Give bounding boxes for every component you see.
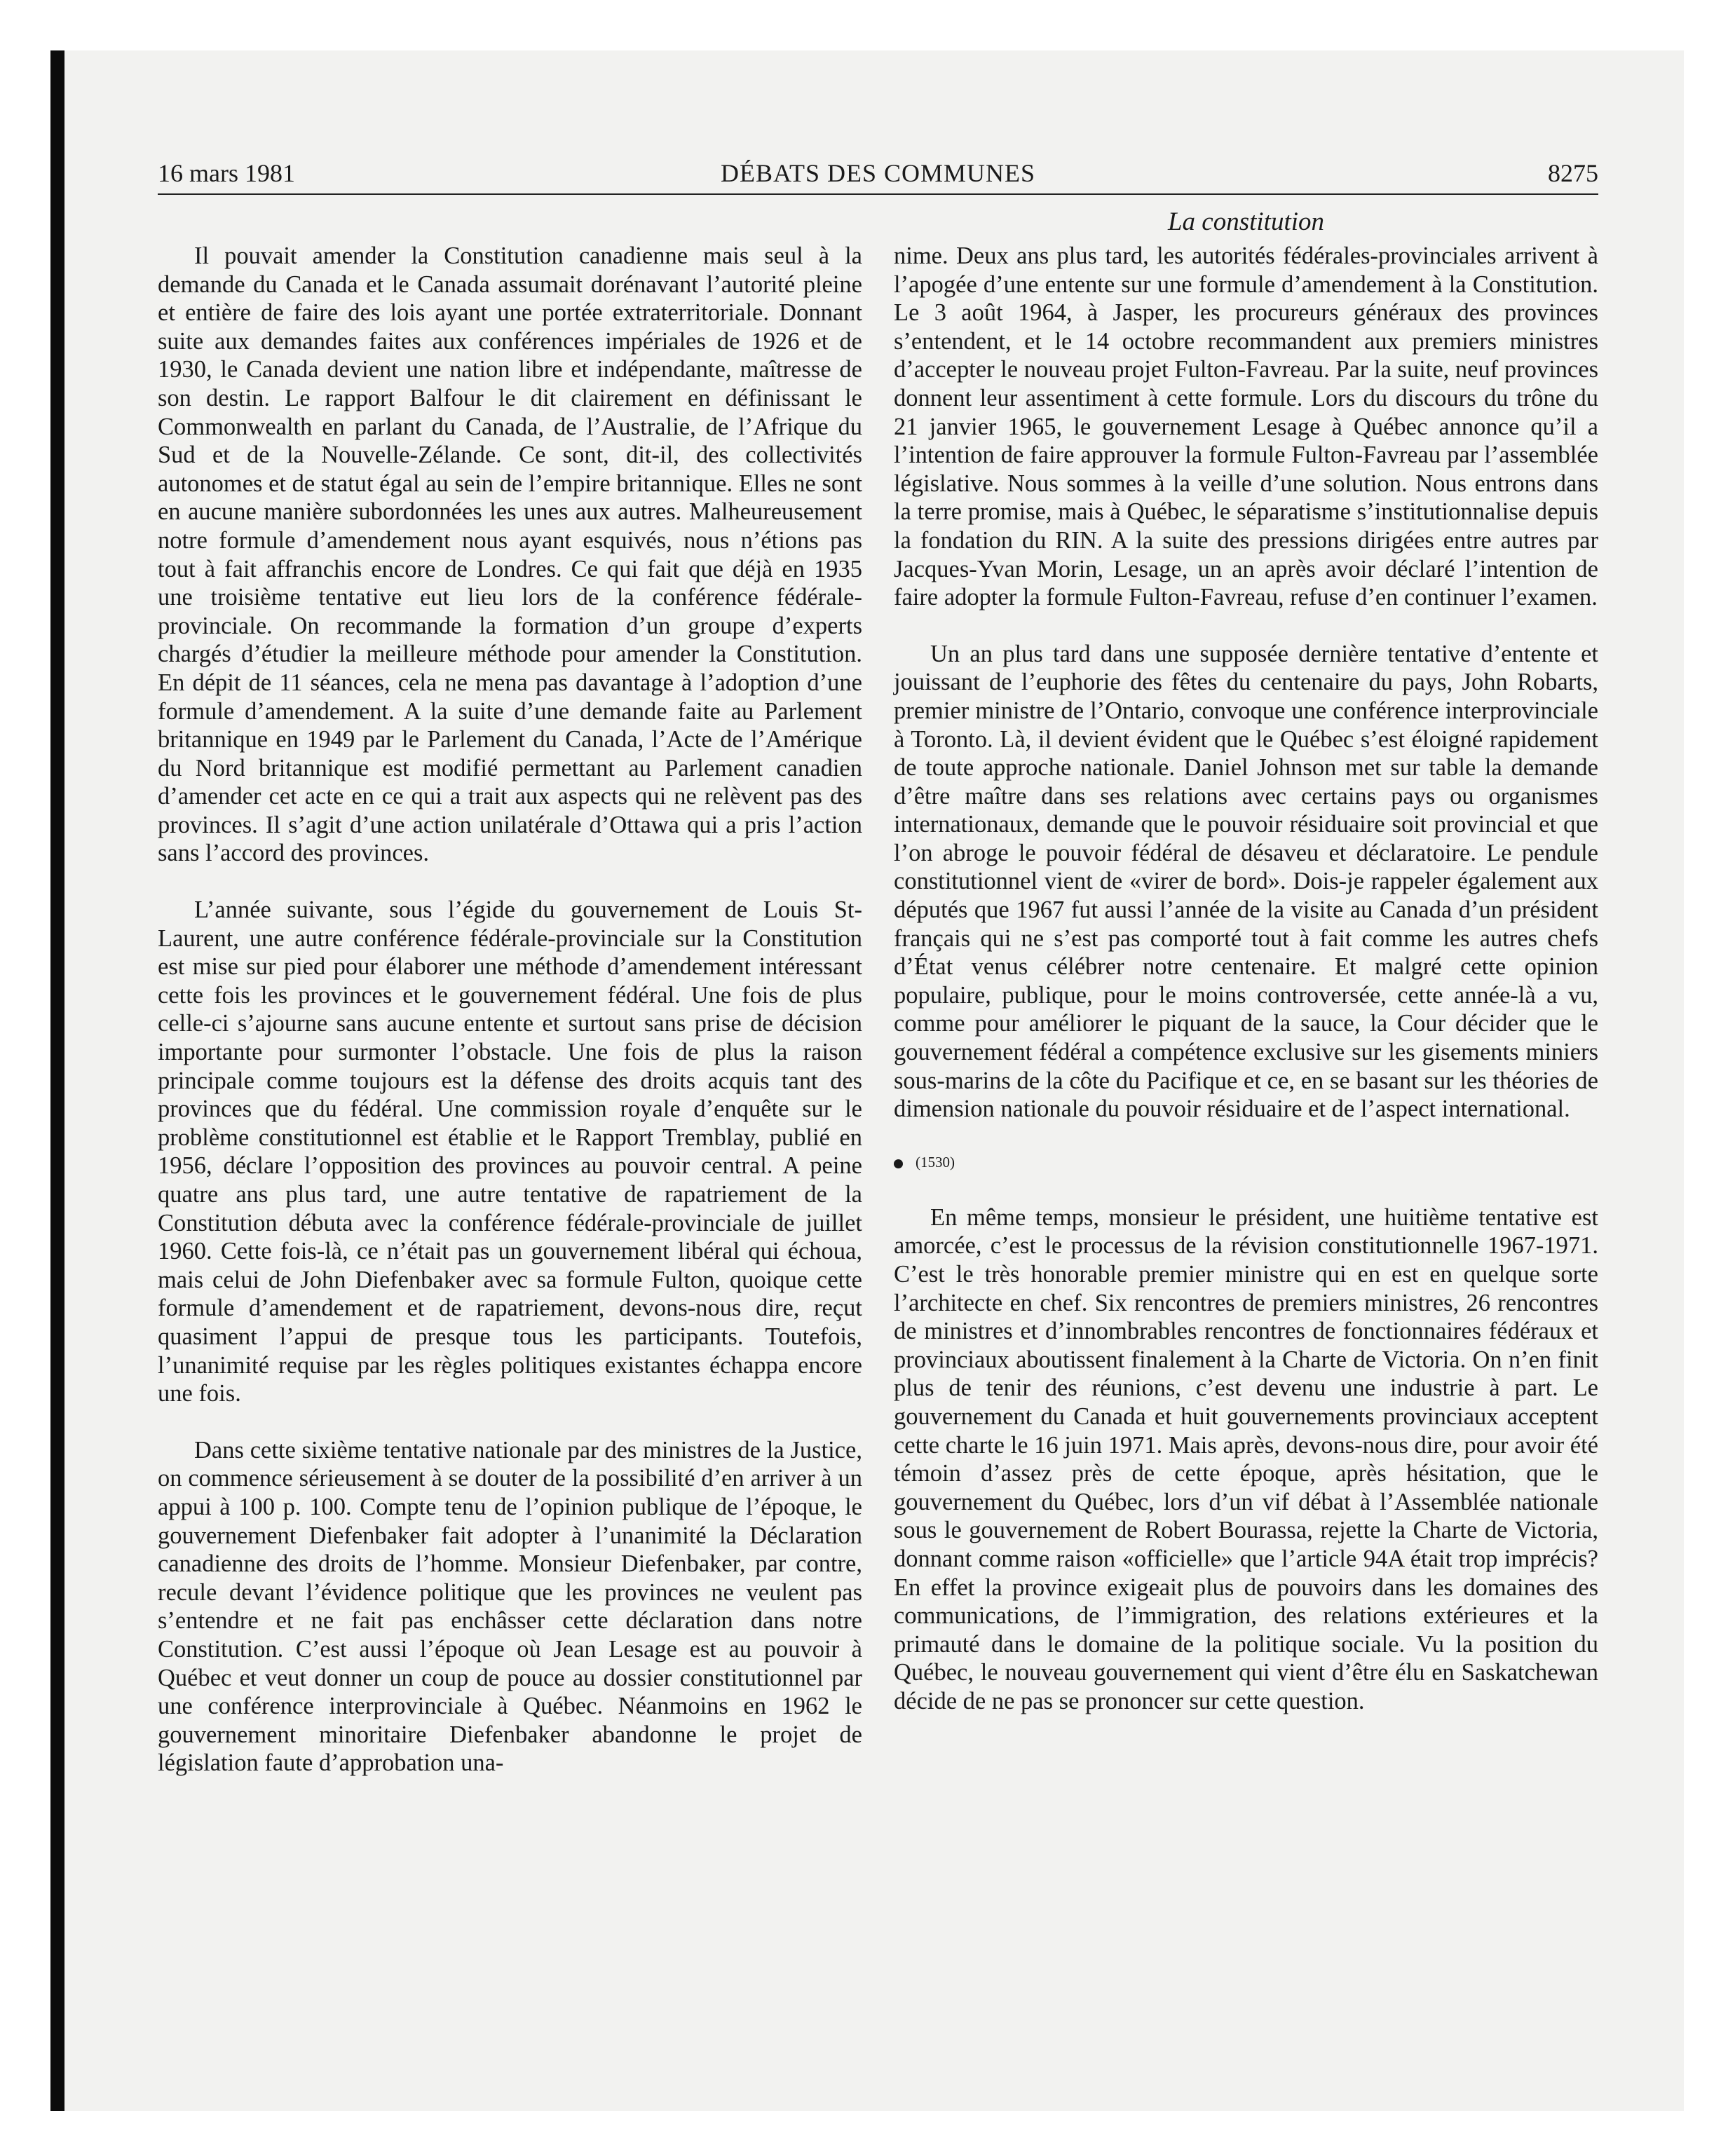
- page-header: [158, 157, 1598, 195]
- time-marker-text: (1530): [916, 1153, 955, 1171]
- paragraph: Il pouvait amender la Constitution canadienne mais seul à la demande du Canada et le Canada assumait dorénavant l’autorité pleine et entière de faire des lois ayant une portée extraterritoriale. Donnant suite aux demandes faites aux conférences impériales de 1926 et de 1930, le Canada devient une nation libre et indépendante, maîtresse de son destin. Le rapport Balfour le dit clairement en définissant le Commonwealth en parlant du Canada, de l’Australie, de l’Afrique du Sud et de la Nouvelle-Zélande. Ce sont, dit-il, des collectivités autonomes et de statut égal au sein de l’empire britannique. Elles ne sont en aucune manière subordonnées les unes aux autres. Malheureusement notre formule d’amendement nous ayant esquivés, nous n’étions pas tout à fait affranchis encore de Londres. Ce qui fait que déjà en 1935 une troisième tentative eut lieu lors de la conférence fédérale-provinciale. On recommande la formation d’un groupe d’experts chargés d’étudier la meilleure méthode pour amender la Constitution. En dépit de 11 séances, cela ne mena pas davantage à l’adoption d’une formule d’amendement. A la suite d’une demande faite au Parlement britannique en 1949 par le Parlement du Canada, l’Acte de l’Amérique du Nord britannique est modifié permettant au Parlement canadien d’amender cet acte en ce qui a trait aux aspects qui ne relèvent pas des provinces. Il s’agit d’une action unilatérale d’Ottawa qui a pris l’action sans l’accord des provinces.: [158, 243, 862, 867]
- left-column: [158, 242, 862, 1778]
- paragraph: L’année suivante, sous l’égide du gouvernement de Louis St-Laurent, une autre conférence fédérale-provinciale sur la Constitution est mise sur pied pour élaborer une méthode d’amendement intéressant cette fois les provinces et le gouvernement fédéral. Une fois de plus celle-ci s’ajourne sans aucune entente et surtout sans prise de décision importante pour surmonter l’obstacle. Une fois de plus la raison principale comme toujours est la défense des droits acquis tant des provinces que du fédéral. Une commission royale d’enquête sur le problème constitutionnel est établie et le Rapport Tremblay, publié en 1956, déclare l’opposition des provinces au pouvoir central. A peine quatre ans plus tard, une autre tentative de rapatriement de la Constitution débuta avec la conférence fédérale-provinciale de juillet 1960. Cette fois-là, ce n’était pas un gouvernement libéral qui échoua, mais celui de John Diefenbaker avec sa formule Fulton, quoique cette formule d’amendement et de rapatriement, devons-nous dire, reçut quasiment l’appui de presque tous les participants. Toutefois, l’unanimité requise par les règles politiques existantes échappa encore une fois.: [158, 896, 862, 1407]
- header-date: 16 mars 1981: [158, 159, 295, 187]
- scan-edge-shadow: [50, 50, 64, 2111]
- section-title: La constitution: [1167, 207, 1325, 236]
- header-page-number: 8275: [1548, 159, 1598, 187]
- paragraph: Un an plus tard dans une supposée dernière tentative d’entente et jouissant de l’euphorie des fêtes du centenaire du pays, John Robarts, premier ministre de l’Ontario, convoque une conférence interprovinciale à Toronto. Là, il devient évident que le Québec s’est éloigné rapidement de toute approche nationale. Daniel Johnson met sur table la demande d’être maître dans ses relations avec certains pays ou organismes internationaux, demande que le pouvoir résiduaire soit provincial et que l’on abroge le pouvoir fédéral de désaveu et déclaratoire. Le pendule constitutionnel vient de «virer de bord». Dois-je rappeler également aux députés que 1967 fut aussi l’année de la visite au Canada d’un président français qui ne s’est pas comporté tout à fait comme les autres chefs d’État venus célébrer notre centenaire. Et malgré cette opinion populaire, publique, pour le moins controversée, cette année-là a vu, comme pour améliorer le piquant de la sauce, la Cour décider que le gouvernement fédéral a compétence exclusive sur les gisements miniers sous-marins de la côte du Pacifique et ce, en se basant sur les théories de dimension nationale du pouvoir résiduaire et de l’aspect international.: [894, 640, 1598, 1123]
- bullet-dot-icon: [894, 1159, 903, 1168]
- paragraph: En même temps, monsieur le président, une huitième tentative est amorcée, c’est le processus de la révision constitutionnelle 1967-1971. C’est le très honorable premier ministre qui en est en quelque sorte l’architecte en chef. Six rencontres de premiers ministres, 26 rencontres de ministres et d’innombrables rencontres de fonctionnaires fédéraux et provinciaux aboutissent finalement à la Charte de Victoria. On n’en finit plus de tenir des réunions, c’est devenu une industrie à part. Le gouvernement du Canada et huit gouvernements provinciaux acceptent cette charte le 16 juin 1971. Mais après, devons-nous dire, pour avoir été témoin d’assez près de cette époque, après hésitation, que le gouvernement du Québec, lors d’un vif débat à l’Assemblée nationale sous le gouvernement de Robert Bourassa, rejette la Charte de Victoria, donnant comme raison «officielle» que l’article 94A était trop imprécis? En effet la province exigeait plus de pouvoirs dans les domaines des communications, de l’immigration, des relations extérieures et la primauté dans le domaine de la politique sociale. Vu la position du Québec, le nouveau gouvernement qui vient d’être élu en Saskatchewan décide de ne pas se prononcer sur cette question.: [894, 1203, 1598, 1714]
- time-marker: [894, 1152, 1598, 1173]
- header-title: DÉBATS DES COMMUNES: [720, 159, 1036, 187]
- paragraph: Dans cette sixième tentative nationale par des ministres de la Justice, on commence sérieusement à se douter de la possibilité d’en arriver à un appui à 100 p. 100. Compte tenu de l’opinion publique de l’époque, le gouvernement Diefenbaker fait adopter à l’unanimité la Déclaration canadienne des droits de l’homme. Monsieur Diefenbaker, par contre, recule devant l’évidence politique que les provinces ne veulent pas s’entendre et ne fait pas enchâsser cette déclaration dans notre Constitution. C’est aussi l’époque où Jean Lesage est au pouvoir à Québec et veut donner un coup de pouce au dossier constitutionnel par une conférence interprovinciale à Québec. Néanmoins en 1962 le gouvernement minoritaire Diefenbaker abandonne le projet de législation faute d’approbation una-: [158, 1436, 862, 1777]
- paragraph-continued: nime. Deux ans plus tard, les autorités fédérales-provinciales arrivent à l’apogée d’une entente sur une formule d’amendement à la Constitution. Le 3 août 1964, à Jasper, les procureurs généraux des provinces s’entendent, et le 14 octobre recommandent aux premiers ministres d’accepter le nouveau projet Fulton-Favreau. Par la suite, neuf provinces donnent leur assentiment à cette formule. Lors du discours du trône du 21 janvier 1965, le gouvernement Lesage à Québec annonce qu’il a l’intention de faire approuver la formule Fulton-Favreau par l’assemblée législative. Nous sommes à la veille d’une solution. Nous entrons dans la terre promise, mais à Québec, le séparatisme s’institutionnalise depuis la fondation du RIN. A la suite des pressions dirigées entre autres par Jacques-Yvan Morin, Lesage, un an après avoir déclaré l’intention de faire adopter la formule Fulton-Favreau, refuse d’en continuer l’examen.: [894, 243, 1598, 611]
- right-column: [894, 242, 1598, 1716]
